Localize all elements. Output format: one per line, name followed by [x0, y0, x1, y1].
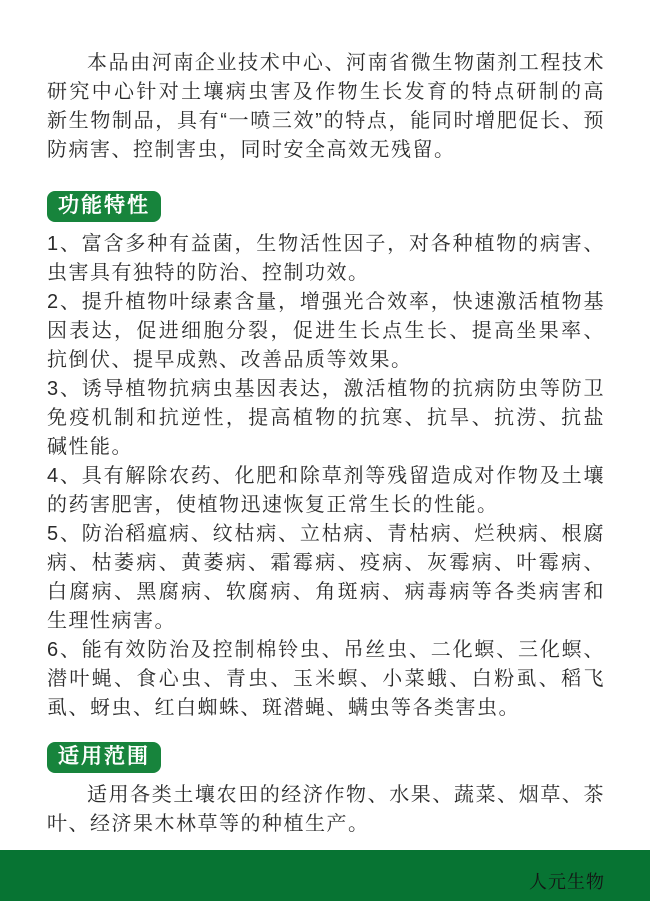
feature-item-1: 1、富含多种有益菌，生物活性因子，对各种植物的病害、虫害具有独特的防治、控制功效。 — [47, 233, 605, 284]
scope-heading-badge: 适用范围 — [47, 742, 161, 773]
features-heading-row — [47, 191, 605, 222]
feature-item-5: 5、防治稻瘟病、纹枯病、立枯病、青枯病、烂秧病、根腐病、枯萎病、黄萎病、霜霉病、疫病、灰霉病、叶霉病、白腐病、黑腐病、软腐病、角斑病、病毒病等各类病害和生理性病害。 — [47, 523, 605, 632]
brand-name: 人元生物 — [529, 872, 605, 892]
feature-item-2: 2、提升植物叶绿素含量，增强光合效率，快速激活植物基因表达，促进细胞分裂，促进生长点生长、提高坐果率、抗倒伏、提早成熟、改善品质等效果。 — [47, 291, 605, 371]
scope-paragraph: 适用各类土壤农田的经济作物、水果、蔬菜、烟草、茶叶、经济果木林草等的种植生产。 — [47, 784, 605, 835]
feature-item-3: 3、诱导植物抗病虫基因表达，激活植物的抗病防虫等防卫免疫机制和抗逆性，提高植物的抗寒、抗旱、抗涝、抗盐碱性能。 — [47, 378, 605, 458]
features-heading-badge: 功能特性 — [47, 191, 161, 222]
feature-item-6: 6、能有效防治及控制棉铃虫、吊丝虫、二化螟、三化螟、潜叶蝇、食心虫、青虫、玉米螟、小菜蛾、白粉虱、稻飞虱、蚜虫、红白蜘蛛、斑潜蝇、螨虫等各类害虫。 — [47, 639, 605, 719]
footer-bar — [0, 850, 650, 901]
features-list — [47, 230, 605, 723]
scope-heading-row — [47, 742, 605, 773]
feature-item-4: 4、具有解除农药、化肥和除草剂等残留造成对作物及土壤的药害肥害，使植物迅速恢复正常生长的性能。 — [47, 465, 605, 516]
intro-paragraph: 本品由河南企业技术中心、河南省微生物菌剂工程技术研究中心针对土壤病虫害及作物生长发育的特点研制的高新生物制品，具有“一喷三效”的特点，能同时增肥促长、预防病害、控制害虫，同时安全高效无残留。 — [47, 52, 605, 161]
